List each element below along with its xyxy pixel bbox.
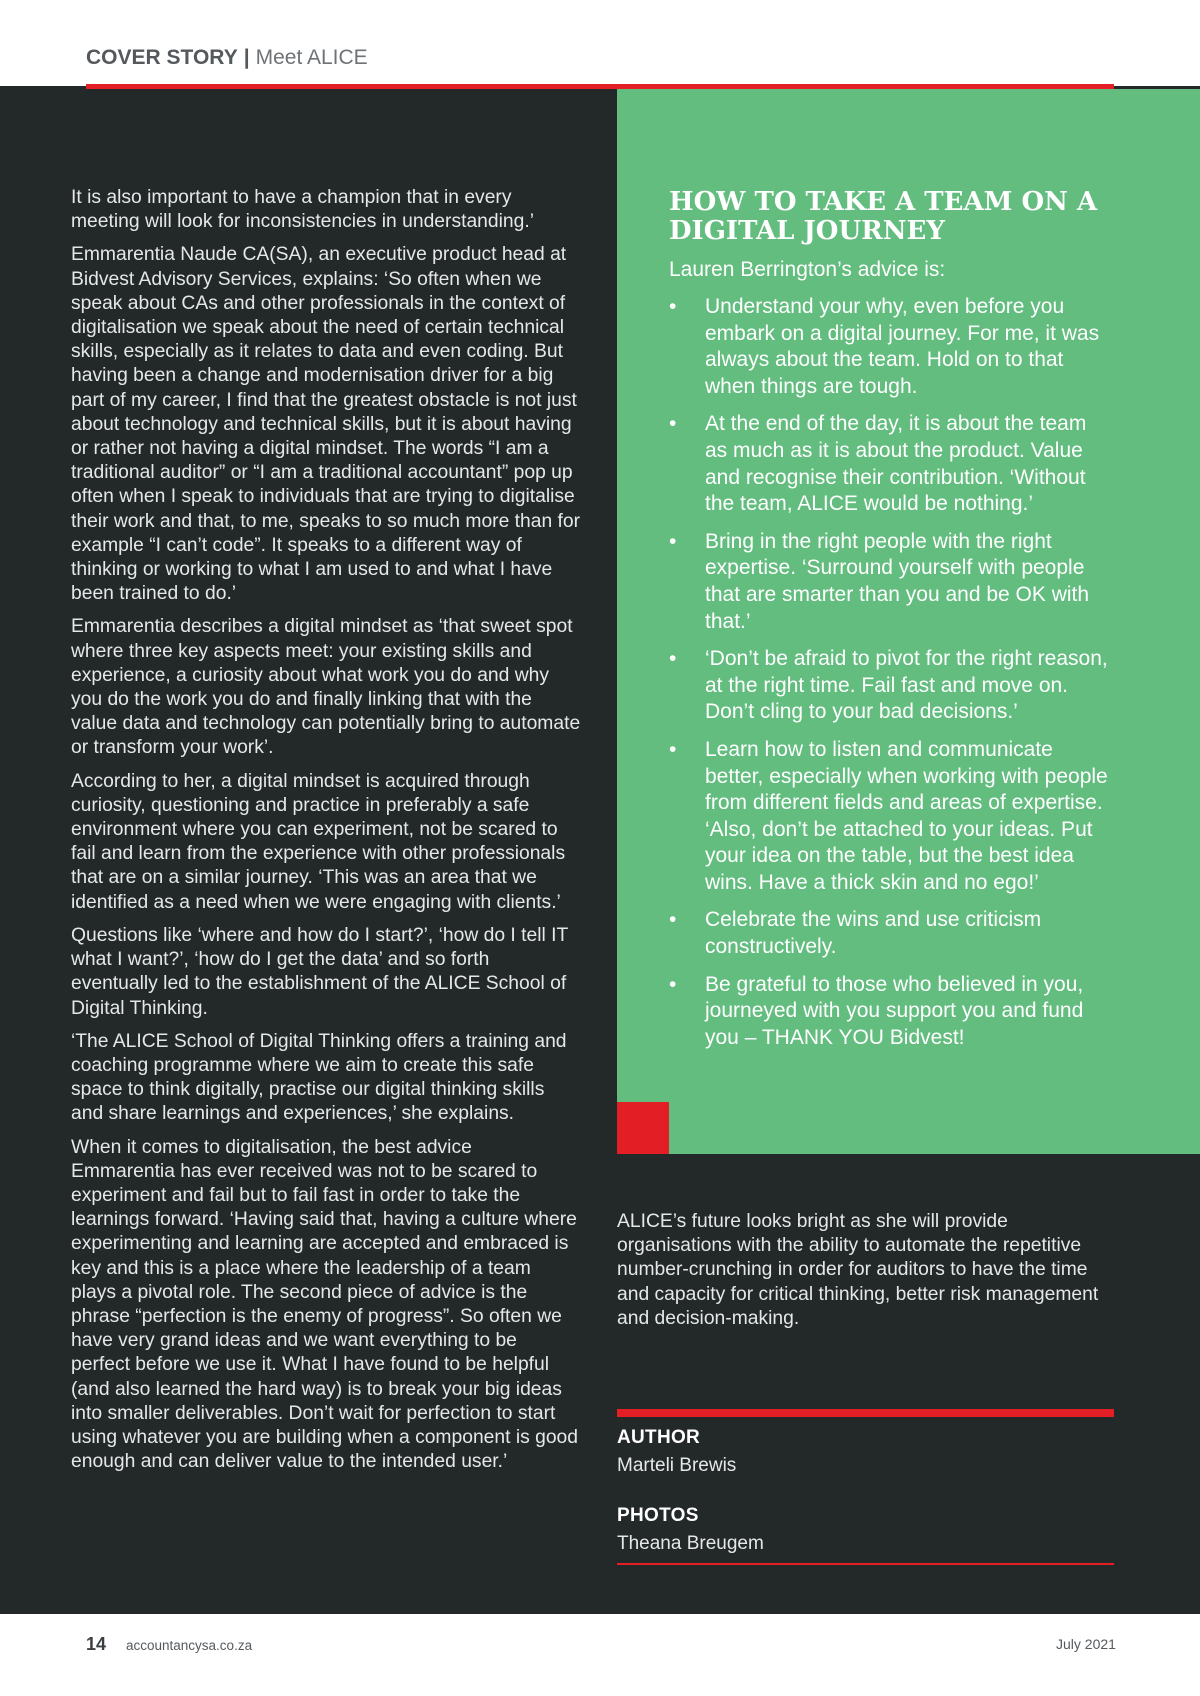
red-accent-square bbox=[617, 1102, 669, 1154]
author-label: AUTHOR bbox=[617, 1427, 701, 1448]
tip-text: Celebrate the wins and use criticism constructively. bbox=[705, 908, 1042, 959]
tip-text: At the end of the day, it is about the team as much as it is about the product. Value and recognise their contribution. ‘Without the team, ALICE would be nothing.’ bbox=[705, 412, 1087, 516]
photos-label: PHOTOS bbox=[617, 1505, 699, 1526]
bullet: • bbox=[669, 647, 677, 671]
paragraph: When it comes to digitalisation, the best advice Emmarentia has ever received was not to be scared to experiment and fail but to fail fast in order to take the learnings forward. ‘Having said that, having a culture where experimenting and learning are accepted and embraced is key and this is a place where the leadership of a team plays a pivotal role. The second piece of advice is the phrase “perfection is the enemy of progress”. So often we have very grand ideas and we want everything to be perfect before we use it. What I have found to be helpful (and also learned the hard way) is to break your big ideas into smaller deliverables. Don’t wait for perfection to start using whatever you are building when a component is good enough and can deliver value to the intended user.’ bbox=[71, 1136, 578, 1473]
list-item bbox=[669, 737, 1114, 897]
paragraph: Emmarentia Naude CA(SA), an executive product head at Bidvest Advisory Services, explains: ‘So often when we speak about CAs and other professionals in the context of digitalisation we speak about the need of certain technical skills, especially as it relates to data and even coding. But having been a change and modernisation driver for a big part of my career, I find that the greatest obstacle is not just about technology and technical skills, but it is about having or rather not having a digital mindset. The words “I am a traditional auditor” or “I am a traditional accountant” pop up often when I speak to individuals that are trying to digitalise their work and that, to me, speaks to so much more than for example “I can’t code”. It speaks to a different way of thinking or working to what I am used to and what I have been trained to do.’ bbox=[71, 244, 581, 605]
running-header bbox=[86, 46, 368, 70]
list-item bbox=[669, 529, 1114, 635]
tip-text: Bring in the right people with the right expertise. ‘Surround yourself with people that are smarter than you and be OK with that.’ bbox=[705, 529, 1090, 633]
page-header bbox=[0, 0, 1200, 86]
tips-list bbox=[669, 294, 1114, 1062]
credits-bottom-rule bbox=[617, 1563, 1114, 1565]
photographer-name: Theana Breugem bbox=[617, 1533, 764, 1554]
bullet: • bbox=[669, 908, 677, 932]
tip-text: Be grateful to those who believed in you, journeyed with you support you and fund you – THANK YOU Bidvest! bbox=[705, 972, 1084, 1049]
page-number: 14 bbox=[86, 1634, 107, 1654]
author-name: Marteli Brewis bbox=[617, 1455, 737, 1476]
section-label: COVER STORY bbox=[86, 46, 238, 69]
paragraph: It is also important to have a champion that in every meeting will look for inconsistencies in understanding.’ bbox=[71, 187, 534, 233]
paragraph: Questions like ‘where and how do I start?’, ‘how do I tell IT what I want?’, ‘how do I get the data’ and so forth eventually led to the establishment of the ALICE School of Digital Thinking. bbox=[71, 924, 568, 1019]
bullet: • bbox=[669, 529, 677, 553]
tips-intro: Lauren Berrington’s advice is: bbox=[669, 258, 946, 281]
closing-paragraph: ALICE’s future looks bright as she will provide organisations with the ability to automate the repetitive number-crunching in order for auditors to have the time and capacity for critical thinking, better risk management and decision-making. bbox=[617, 1211, 1099, 1329]
list-item bbox=[669, 907, 1114, 960]
website-url: accountancysa.co.za bbox=[126, 1638, 253, 1653]
bullet: • bbox=[669, 412, 677, 436]
bullet: • bbox=[669, 972, 677, 996]
bullet: • bbox=[669, 295, 677, 318]
list-item bbox=[669, 411, 1114, 517]
header-separator: | bbox=[243, 46, 250, 69]
tip-text: Understand your why, even before you embark on a digital journey. For me, it was always about the team. Hold on to that when things are tough. bbox=[705, 295, 1100, 398]
paragraph: According to her, a digital mindset is acquired through curiosity, questioning and practice in preferably a safe environment where you can experiment, not be scared to fail and learn from the experience with other professionals that are on a similar journey. ‘This was an area that we identified as a need when we were engaging with clients.’ bbox=[71, 770, 566, 913]
paragraph: ‘The ALICE School of Digital Thinking offers a training and coaching programme where we aim to create this safe space to think digitally, practise our digital thinking skills and share learnings and experiences,’ she explains. bbox=[71, 1030, 567, 1125]
tips-heading: HOW TO TAKE A TEAM ON A DIGITAL JOURNEY bbox=[669, 187, 1098, 246]
issue-date: July 2021 bbox=[1056, 1636, 1116, 1652]
list-item bbox=[669, 972, 1114, 1052]
bullet: • bbox=[669, 737, 677, 761]
list-item bbox=[669, 294, 1114, 400]
tip-text: Learn how to listen and communicate better, especially when working with people from different fields and areas of expertise. ‘Also, don’t be attached to your ideas. Put your idea on the table, but the best idea wins. Have a thick skin and no ego!’ bbox=[705, 737, 1108, 894]
tip-text: ‘Don’t be afraid to pivot for the right reason, at the right time. Fail fast and move on. Don’t cling to your bad decisions.’ bbox=[705, 647, 1108, 724]
article-body bbox=[71, 186, 581, 1483]
paragraph: Emmarentia describes a digital mindset as ‘that sweet spot where three key aspects meet: your existing skills and experience, a curiosity about what work you do and why you do the work you do and finally linking that with the value data and technology can potentially bring to automate or transform your work’. bbox=[71, 616, 581, 759]
list-item bbox=[669, 646, 1114, 726]
credits-red-rule bbox=[617, 1409, 1114, 1417]
story-title: Meet ALICE bbox=[255, 46, 368, 69]
